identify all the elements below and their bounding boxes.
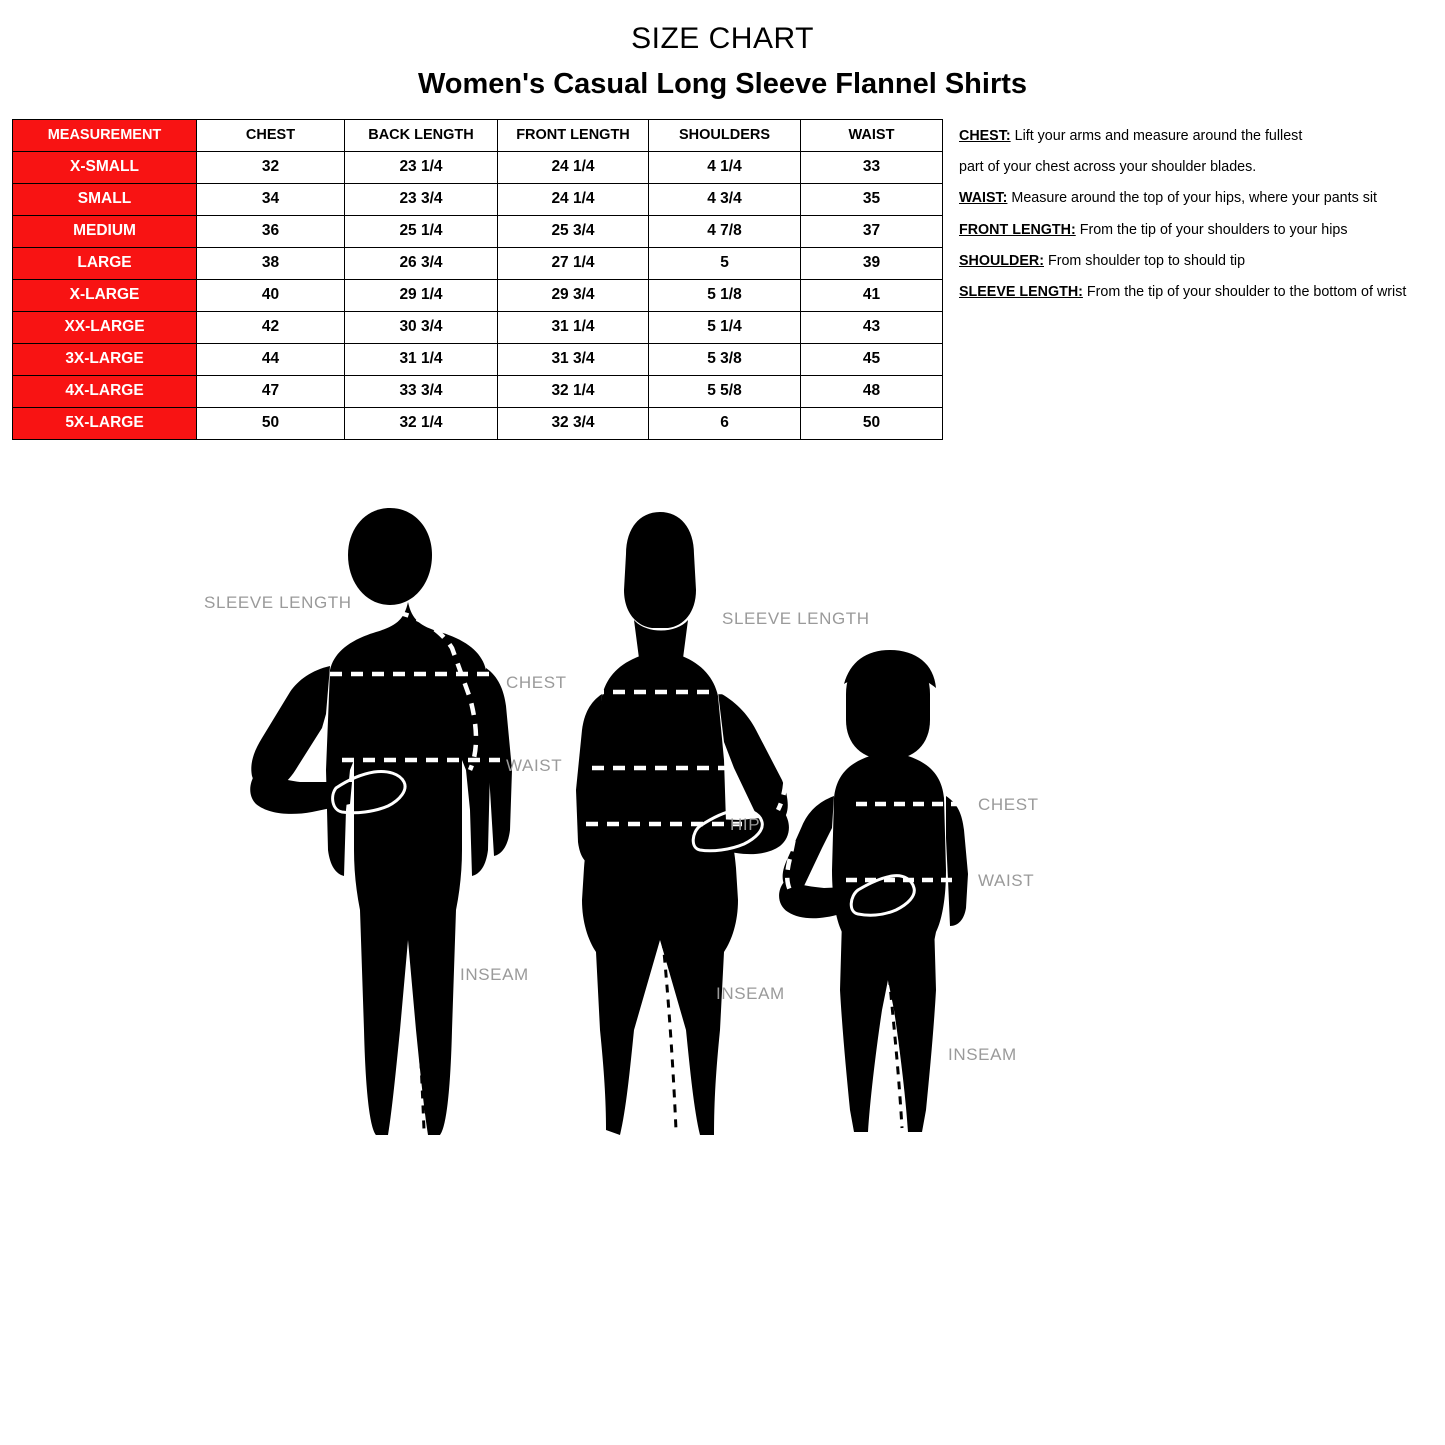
cell-chest: 44 — [197, 343, 345, 375]
column-header-chest: CHEST — [197, 119, 345, 151]
row-label: X-LARGE — [13, 279, 197, 311]
child-label-chest: CHEST — [978, 795, 1039, 814]
cell-chest: 34 — [197, 183, 345, 215]
cell-back-length: 31 1/4 — [345, 343, 498, 375]
cell-front-length: 32 1/4 — [498, 375, 649, 407]
cell-shoulders: 4 7/8 — [649, 215, 801, 247]
table-header-row — [13, 119, 943, 151]
row-label: XX-LARGE — [13, 311, 197, 343]
size-chart-table — [12, 119, 943, 440]
cell-back-length: 30 3/4 — [345, 311, 498, 343]
column-header-shoulders: SHOULDERS — [649, 119, 801, 151]
cell-chest: 32 — [197, 151, 345, 183]
cell-waist: 50 — [801, 407, 943, 439]
note-chest — [959, 121, 1445, 152]
woman-label-sleeve-length: SLEEVE LENGTH — [722, 609, 870, 628]
cell-back-length: 25 1/4 — [345, 215, 498, 247]
figures-svg — [0, 470, 1445, 1190]
cell-waist: 33 — [801, 151, 943, 183]
cell-back-length: 33 3/4 — [345, 375, 498, 407]
note-shoulder — [959, 246, 1445, 277]
table-row — [13, 343, 943, 375]
man-label-inseam: INSEAM — [460, 965, 529, 984]
cell-chest: 42 — [197, 311, 345, 343]
cell-chest: 47 — [197, 375, 345, 407]
cell-waist: 48 — [801, 375, 943, 407]
cell-front-length: 32 3/4 — [498, 407, 649, 439]
cell-front-length: 24 1/4 — [498, 183, 649, 215]
man-label-sleeve-length: SLEEVE LENGTH — [204, 593, 352, 612]
man-label-waist: WAIST — [506, 756, 563, 775]
note-text: part of your chest across your shoulder blades. — [959, 159, 1257, 176]
row-label: 3X-LARGE — [13, 343, 197, 375]
cell-waist: 35 — [801, 183, 943, 215]
child-figure — [779, 650, 1039, 1132]
cell-front-length: 27 1/4 — [498, 247, 649, 279]
table-row — [13, 151, 943, 183]
measurement-instructions — [959, 119, 1445, 308]
note-waist — [959, 183, 1445, 214]
column-header-waist: WAIST — [801, 119, 943, 151]
note-text: From the tip of your shoulders to your hips — [1075, 221, 1348, 238]
note-label: SHOULDER: — [959, 252, 1044, 269]
row-label: 4X-LARGE — [13, 375, 197, 407]
table-row — [13, 407, 943, 439]
note-text: From the tip of your shoulder to the bottom of wrist — [1082, 283, 1407, 300]
table-row — [13, 183, 943, 215]
cell-shoulders: 5 1/8 — [649, 279, 801, 311]
cell-front-length: 31 3/4 — [498, 343, 649, 375]
cell-back-length: 29 1/4 — [345, 279, 498, 311]
cell-shoulders: 6 — [649, 407, 801, 439]
note-label: SLEEVE LENGTH: — [959, 283, 1083, 300]
column-header-back-length: BACK LENGTH — [345, 119, 498, 151]
table-row — [13, 215, 943, 247]
cell-waist: 39 — [801, 247, 943, 279]
cell-waist: 45 — [801, 343, 943, 375]
note-text: Lift your arms and measure around the fullest — [1010, 127, 1303, 144]
cell-waist: 37 — [801, 215, 943, 247]
cell-shoulders: 4 1/4 — [649, 151, 801, 183]
note-label: FRONT LENGTH: — [959, 221, 1076, 238]
cell-back-length: 23 3/4 — [345, 183, 498, 215]
cell-shoulders: 5 5/8 — [649, 375, 801, 407]
cell-front-length: 31 1/4 — [498, 311, 649, 343]
column-header-front-length: FRONT LENGTH — [498, 119, 649, 151]
row-label: X-SMALL — [13, 151, 197, 183]
row-label: 5X-LARGE — [13, 407, 197, 439]
body-measurement-figures — [0, 470, 1445, 1190]
row-label: MEDIUM — [13, 215, 197, 247]
note-label: WAIST: — [959, 190, 1008, 207]
cell-waist: 41 — [801, 279, 943, 311]
row-label: LARGE — [13, 247, 197, 279]
table-row — [13, 279, 943, 311]
table-row — [13, 247, 943, 279]
cell-front-length: 25 3/4 — [498, 215, 649, 247]
page-title: SIZE CHART — [631, 22, 814, 55]
cell-chest: 50 — [197, 407, 345, 439]
cell-shoulders: 4 3/4 — [649, 183, 801, 215]
column-header-measurement: MEASUREMENT — [13, 119, 197, 151]
table-row — [13, 375, 943, 407]
cell-front-length: 24 1/4 — [498, 151, 649, 183]
cell-back-length: 26 3/4 — [345, 247, 498, 279]
child-label-waist: WAIST — [978, 871, 1035, 890]
table-and-notes — [0, 119, 1445, 440]
cell-waist: 43 — [801, 311, 943, 343]
note-chest-cont — [959, 152, 1445, 183]
note-label: CHEST: — [959, 127, 1011, 144]
page-subtitle: Women's Casual Long Sleeve Flannel Shirts — [417, 68, 1028, 100]
child-label-inseam: INSEAM — [948, 1045, 1017, 1064]
cell-chest: 40 — [197, 279, 345, 311]
row-label: SMALL — [13, 183, 197, 215]
man-label-chest: CHEST — [506, 673, 567, 692]
cell-shoulders: 5 1/4 — [649, 311, 801, 343]
note-text: From shoulder top to should tip — [1044, 252, 1246, 269]
cell-back-length: 32 1/4 — [345, 407, 498, 439]
note-text: Measure around the top of your hips, where your pants sit — [1007, 190, 1377, 207]
cell-shoulders: 5 3/8 — [649, 343, 801, 375]
woman-label-inseam: INSEAM — [716, 984, 785, 1003]
note-front-length — [959, 215, 1445, 246]
cell-shoulders: 5 — [649, 247, 801, 279]
note-sleeve-length — [959, 277, 1445, 308]
man-figure — [204, 508, 567, 1135]
cell-chest: 38 — [197, 247, 345, 279]
woman-label-hip: HIP — [730, 815, 761, 834]
cell-chest: 36 — [197, 215, 345, 247]
cell-back-length: 23 1/4 — [345, 151, 498, 183]
cell-front-length: 29 3/4 — [498, 279, 649, 311]
table-row — [13, 311, 943, 343]
